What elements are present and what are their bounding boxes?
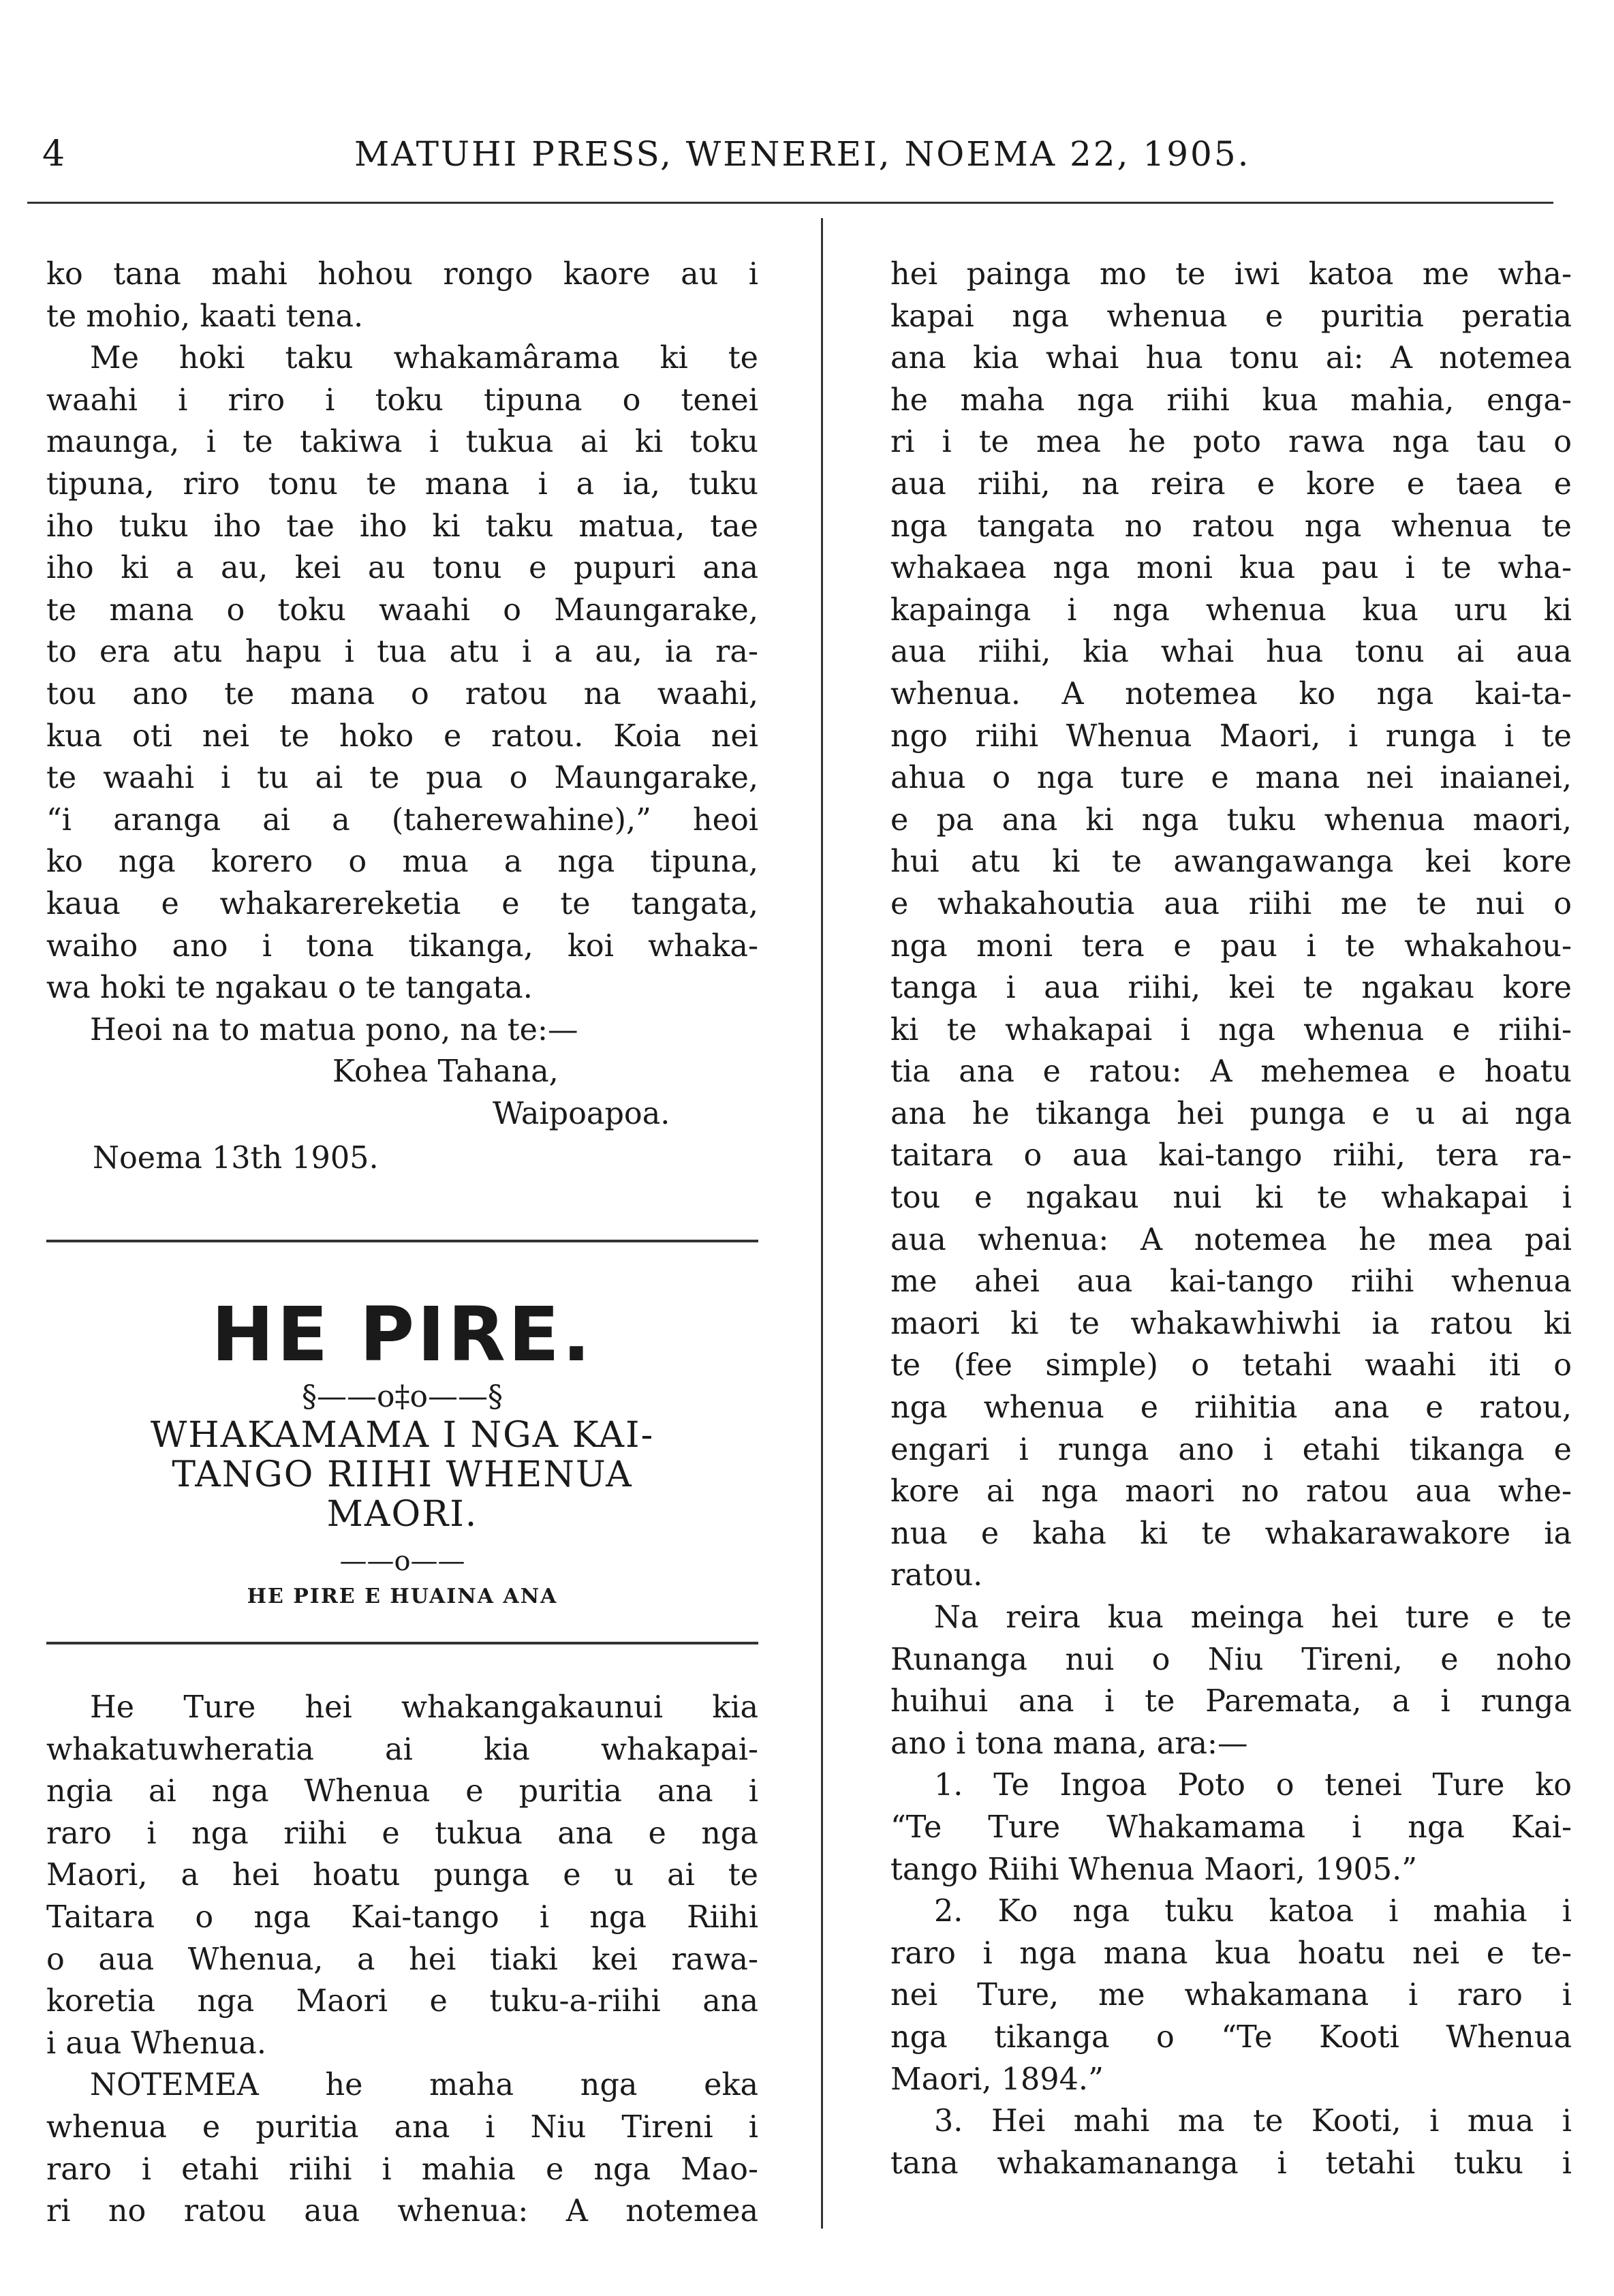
section-rule [46, 1240, 758, 1242]
text-line: ngia ai nga Whenua e puritia ana i [46, 1774, 758, 1809]
text-line: tou e ngakau nui ki te whakapai i [890, 1180, 1572, 1216]
pire-label: HE PIRE E HUAINA ANA [247, 1585, 558, 1609]
text-line: whenua. A notemea ko nga kai-ta- [890, 676, 1572, 711]
text-line: i aua Whenua. [46, 2025, 266, 2061]
text-line: 1. Te Ingoa Poto o tenei Ture ko [934, 1768, 1572, 1803]
text-line: 3. Hei mahi ma te Kooti, i mua i [934, 2104, 1572, 2139]
text-line: te mana o toku waahi o Maungarake, [46, 592, 758, 628]
text-line: e whakahoutia aua riihi me te nui o [890, 886, 1572, 921]
text-line: Heoi na to matua pono, na te:— [90, 1012, 578, 1047]
text-line: maunga, i te takiwa i tukua ai ki toku [46, 425, 758, 460]
bill-body [46, 1687, 758, 2233]
text-line: te mohio, kaati tena. [46, 299, 364, 334]
text-line: aua riihi, kia whai hua tonu ai aua [890, 634, 1572, 670]
text-line: aua whenua: A notemea he mea pai [890, 1222, 1572, 1257]
text-line: Na reira kua meinga hei ture e te [934, 1600, 1572, 1635]
subtitle-line: MAORI. [326, 1494, 478, 1535]
text-line: Me hoki taku whakamârama ki te [90, 341, 758, 376]
text-line: hui atu ki te awangawanga kei kore [890, 844, 1572, 880]
header-rule [27, 202, 1553, 204]
text-line: kore ai nga maori no ratou aua whe- [890, 1474, 1572, 1510]
section-rule [46, 1642, 758, 1644]
text-line: kua oti nei te hoko e ratou. Koia nei [46, 718, 758, 754]
text-line: waiho ano i tona tikanga, koi whaka- [46, 928, 758, 964]
text-line: Runanga nui o Niu Tireni, e noho [890, 1642, 1572, 1677]
text-line: kaua e whakarereketia e te tangata, [46, 886, 758, 921]
text-line: e pa ana ki nga tuku whenua maori, [890, 802, 1572, 838]
text-line: He Ture hei whakangakaunui kia [90, 1690, 758, 1726]
text-line: NOTEMEA he maha nga eka [90, 2068, 758, 2103]
text-line: taitara o aua kai-tango riihi, tera ra- [890, 1138, 1572, 1174]
text-line: ratou. [890, 1558, 983, 1593]
text-line: maori ki te whakawhiwhi ia ratou ki [890, 1306, 1572, 1341]
text-line: iho ki a au, kei au tonu e pupuri ana [46, 551, 758, 586]
text-line: to era atu hapu i tua atu i a au, ia ra- [46, 634, 758, 670]
text-line: “Te Ture Whakamama i nga Kai- [890, 1809, 1572, 1845]
text-line: koretia nga Maori e tuku-a-riihi ana [46, 1984, 758, 2019]
subtitle-line: TANGO RIIHI WHENUA [172, 1454, 633, 1496]
text-line: aua riihi, na reira e kore e taea e [890, 466, 1572, 502]
text-line: ri no ratou aua whenua: A notemea [46, 2194, 758, 2229]
text-line: ano i tona mana, ara:— [890, 1726, 1248, 1761]
subtitle-line: WHAKAMAMA I NGA KAI- [150, 1415, 655, 1456]
text-line: 2. Ko nga tuku katoa i mahia i [934, 1894, 1572, 1929]
running-title: MATUHI PRESS, WENEREI, NOEMA 22, 1905. [354, 134, 1251, 174]
text-line: tango Riihi Whenua Maori, 1905.” [890, 1852, 1418, 1887]
text-line: nga tikanga o “Te Kooti Whenua [890, 2019, 1572, 2055]
text-line: tanga i aua riihi, kei te ngakau kore [890, 970, 1572, 1006]
text-line: ahua o nga ture e mana nei inaianei, [890, 761, 1572, 796]
letter-date: Noema 13th 1905. [93, 1141, 379, 1176]
text-line: he maha nga riihi kua mahia, enga- [890, 382, 1572, 418]
article-title: HE PIRE. [211, 1291, 593, 1379]
text-line: whakaea nga moni kua pau i te wha- [890, 551, 1572, 586]
text-line: wa hoki te ngakau o te tangata. [46, 970, 533, 1006]
text-line: nga moni tera e pau i te whakahou- [890, 928, 1572, 964]
text-line: nei Ture, me whakamana i raro i [890, 1978, 1572, 2013]
text-line: kapai nga whenua e puritia peratia [890, 299, 1572, 334]
text-line: Taitara o nga Kai-tango i nga Riihi [46, 1900, 758, 1935]
text-line: iho tuku iho tae iho ki taku matua, tae [46, 508, 758, 544]
text-line: ngo riihi Whenua Maori, i runga i te [890, 718, 1572, 754]
text-line: Maori, a hei hoatu punga e u ai te [46, 1858, 758, 1893]
text-line: ko tana mahi hohou rongo kaore au i [46, 257, 758, 292]
text-line: o aua Whenua, a hei tiaki kei rawa- [46, 1942, 758, 1977]
right-column [890, 254, 1572, 2184]
column-divider [821, 218, 823, 2229]
text-line: nga whenua e riihitia ana e ratou, [890, 1390, 1572, 1426]
text-line: tia ana e ratou: A mehemea e hoatu [890, 1054, 1572, 1090]
text-line: te (fee simple) o tetahi waahi iti o [890, 1348, 1572, 1383]
text-line: waahi i riro i toku tipuna o tenei [46, 382, 758, 418]
text-line: hei painga mo te iwi katoa me wha- [890, 257, 1572, 292]
text-line: ri i te mea he poto rawa nga tau o [890, 425, 1572, 460]
ornament-divider: §——o‡o——§ [302, 1379, 503, 1415]
signature-name: Kohea Tahana, [332, 1054, 559, 1090]
text-line: nga tangata no ratou nga whenua te [890, 508, 1572, 544]
text-line: ki te whakapai i nga whenua e riihi- [890, 1012, 1572, 1047]
text-line: te waahi i tu ai te pua o Maungarake, [46, 761, 758, 796]
text-line: raro i etahi riihi i mahia e nga Mao- [46, 2152, 758, 2187]
text-line: tana whakamananga i tetahi tuku i [890, 2145, 1572, 2181]
left-column [46, 254, 758, 2233]
text-line: kapainga i nga whenua kua uru ki [890, 592, 1572, 628]
signature-place: Waipoapoa. [493, 1096, 670, 1131]
text-line: “i aranga ai a (taherewahine),” heoi [46, 802, 758, 838]
ornament-small: ——o—— [339, 1546, 465, 1578]
text-line: whakatuwheratia ai kia whakapai- [46, 1732, 758, 1767]
text-line: huihui ana i te Paremata, a i runga [890, 1684, 1572, 1719]
text-line: raro i nga riihi e tukua ana e nga [46, 1816, 758, 1851]
letter-body [46, 254, 758, 1051]
text-line: engari i runga ano i etahi tikanga e [890, 1432, 1572, 1467]
text-line: ana kia whai hua tonu ai: A notemea [890, 341, 1572, 376]
text-line: whenua e puritia ana i Niu Tireni i [46, 2110, 758, 2145]
text-line: raro i nga mana kua hoatu nei e te- [890, 1935, 1572, 1971]
text-line: tou ano te mana o ratou na waahi, [46, 676, 758, 711]
text-line: nua e kaha ki te whakarawakore ia [890, 1516, 1572, 1551]
text-line: tipuna, riro tonu te mana i a ia, tuku [46, 466, 758, 502]
text-line: Maori, 1894.” [890, 2062, 1104, 2097]
text-line: me ahei aua kai-tango riihi whenua [890, 1264, 1572, 1300]
page-number: 4 [42, 134, 65, 174]
text-line: ana he tikanga hei punga e u ai nga [890, 1096, 1572, 1131]
text-line: ko nga korero o mua a nga tipuna, [46, 844, 758, 880]
